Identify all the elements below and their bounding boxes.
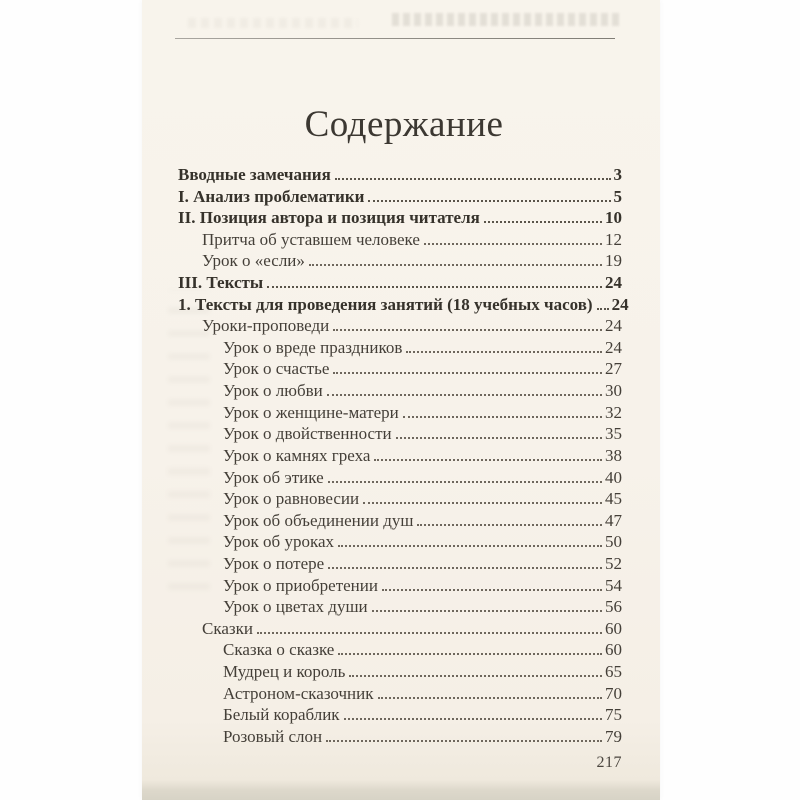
toc-entry-page-number: 38 bbox=[605, 445, 622, 465]
toc-entry-page-number: 79 bbox=[605, 726, 622, 746]
toc-entry bbox=[178, 229, 622, 251]
toc-entry-page-number: 3 bbox=[613, 165, 622, 184]
toc-entry-label: Мудрец и король bbox=[223, 662, 346, 682]
dot-leader bbox=[484, 221, 602, 223]
toc-entry bbox=[178, 380, 622, 402]
toc-entry bbox=[178, 337, 622, 359]
toc-entry-page-number: 19 bbox=[605, 251, 622, 271]
dot-leader bbox=[378, 697, 602, 699]
toc-entry bbox=[178, 596, 622, 618]
toc-entry-label: Урок о потере bbox=[223, 553, 325, 573]
page-title: Содержание bbox=[304, 103, 504, 145]
dot-leader bbox=[327, 394, 602, 396]
dot-leader bbox=[597, 308, 609, 310]
toc-entry-page-number: 54 bbox=[605, 575, 622, 595]
toc-entry-label: Урок о цветах души bbox=[223, 597, 368, 617]
toc-entry-page-number: 27 bbox=[605, 359, 622, 379]
toc-entry-label: Сказка о сказке bbox=[223, 640, 335, 660]
bleed-through-text bbox=[188, 18, 358, 28]
dot-leader bbox=[309, 264, 602, 266]
toc-entry-label: Урок о двойственности bbox=[223, 424, 392, 444]
dot-leader bbox=[382, 589, 602, 591]
book-page bbox=[142, 0, 660, 800]
dot-leader bbox=[338, 653, 602, 655]
toc-entry bbox=[178, 488, 622, 510]
toc-entry-page-number: 24 bbox=[605, 337, 622, 357]
dot-leader bbox=[333, 329, 602, 331]
toc-entry-label: Урок о равновесии bbox=[223, 489, 360, 509]
toc-entry bbox=[178, 294, 629, 316]
header-rule bbox=[175, 38, 615, 39]
toc-entry-page-number: 40 bbox=[605, 467, 622, 487]
toc-entry bbox=[178, 445, 622, 467]
toc-entry-label: Астроном-сказочник bbox=[223, 683, 374, 703]
dot-leader bbox=[326, 740, 602, 742]
toc-entry-label: Урок о любви bbox=[223, 381, 323, 401]
toc-entry bbox=[178, 402, 622, 424]
dot-leader bbox=[403, 416, 602, 418]
toc-entry bbox=[178, 726, 622, 748]
toc-entry bbox=[178, 661, 622, 683]
dot-leader bbox=[344, 718, 602, 720]
toc-entry-page-number: 10 bbox=[605, 208, 622, 228]
toc-entry-page-number: 5 bbox=[613, 186, 622, 206]
page-number: 217 bbox=[596, 754, 622, 771]
toc-entry-label: Урок о вреде праздников bbox=[223, 337, 403, 357]
toc-entry bbox=[178, 186, 622, 208]
toc-entry-page-number: 32 bbox=[605, 402, 622, 422]
dot-leader bbox=[349, 675, 602, 677]
toc-entry-page-number: 75 bbox=[605, 705, 622, 725]
dot-leader bbox=[424, 243, 602, 245]
toc-entry-page-number: 65 bbox=[605, 662, 622, 682]
dot-leader bbox=[363, 502, 602, 504]
toc-entry bbox=[178, 531, 622, 553]
toc-entry-label: Урок об этике bbox=[223, 467, 324, 487]
toc-entry-page-number: 35 bbox=[605, 424, 622, 444]
toc-list bbox=[178, 164, 629, 747]
toc-entry bbox=[178, 164, 622, 186]
toc-entry-label: Урок о женщине-матери bbox=[223, 402, 399, 422]
toc-entry-label: Урок об объединении душ bbox=[223, 510, 414, 530]
toc-entry-page-number: 70 bbox=[605, 683, 622, 703]
dot-leader bbox=[328, 567, 602, 569]
toc-entry-label: III. Тексты bbox=[178, 273, 264, 293]
toc-entry-page-number: 60 bbox=[605, 618, 622, 638]
dot-leader bbox=[368, 200, 610, 202]
toc-entry-label: II. Позиция автора и позиция читателя bbox=[178, 208, 480, 228]
dot-leader bbox=[338, 545, 602, 547]
toc-entry-page-number: 12 bbox=[605, 229, 622, 249]
toc-entry-page-number: 50 bbox=[605, 532, 622, 552]
toc-entry bbox=[178, 618, 622, 640]
toc-entry bbox=[178, 315, 622, 337]
toc-entry bbox=[178, 272, 622, 294]
dot-leader bbox=[374, 459, 602, 461]
toc-entry-page-number: 24 bbox=[605, 316, 622, 336]
toc-entry-label: Урок о камнях греха bbox=[223, 445, 371, 465]
toc-entry bbox=[178, 207, 622, 229]
toc-entry bbox=[178, 639, 622, 661]
toc-entry-label: Сказки bbox=[202, 618, 253, 638]
toc-entry-label: Урок о «если» bbox=[202, 251, 305, 271]
toc-entry bbox=[178, 467, 622, 489]
toc-entry-label: Урок о счастье bbox=[223, 359, 330, 379]
toc-entry-page-number: 24 bbox=[611, 294, 629, 314]
toc-entry-page-number: 24 bbox=[605, 273, 622, 293]
dot-leader bbox=[372, 610, 602, 612]
toc-entry-page-number: 30 bbox=[605, 381, 622, 401]
toc-entry bbox=[178, 358, 622, 380]
toc-entry bbox=[178, 510, 622, 532]
toc-entry-label: Притча об уставшем человеке bbox=[202, 229, 420, 249]
toc-entry bbox=[178, 575, 622, 597]
bleed-through-text bbox=[392, 13, 620, 26]
dot-leader bbox=[406, 351, 602, 353]
toc-entry bbox=[178, 683, 622, 705]
toc-entry bbox=[178, 250, 622, 272]
toc-entry-page-number: 60 bbox=[605, 640, 622, 660]
dot-leader bbox=[335, 178, 611, 180]
toc-entry-page-number: 45 bbox=[605, 489, 622, 509]
dot-leader bbox=[267, 286, 602, 288]
toc-entry-label: Розовый слон bbox=[223, 726, 323, 746]
toc-entry-page-number: 56 bbox=[605, 597, 622, 617]
toc-entry-label: Урок об уроках bbox=[223, 532, 334, 552]
toc-entry bbox=[178, 423, 622, 445]
toc-entry-label: I. Анализ проблематики bbox=[178, 186, 365, 206]
dot-leader bbox=[328, 481, 602, 483]
toc-entry bbox=[178, 704, 622, 726]
toc-entry-label: 1. Тексты для проведения занятий (18 учебных часов) bbox=[178, 294, 593, 314]
toc-entry-label: Белый кораблик bbox=[223, 705, 340, 725]
toc-entry-label: Уроки-проповеди bbox=[202, 316, 330, 336]
dot-leader bbox=[257, 632, 602, 634]
toc-entry-label: Вводные замечания bbox=[178, 165, 331, 184]
toc-entry-page-number: 47 bbox=[605, 510, 622, 530]
dot-leader bbox=[333, 372, 602, 374]
dot-leader bbox=[396, 437, 602, 439]
toc-entry-page-number: 52 bbox=[605, 553, 622, 573]
toc-entry bbox=[178, 553, 622, 575]
toc-entry-label: Урок о приобретении bbox=[223, 575, 378, 595]
dot-leader bbox=[417, 524, 602, 526]
